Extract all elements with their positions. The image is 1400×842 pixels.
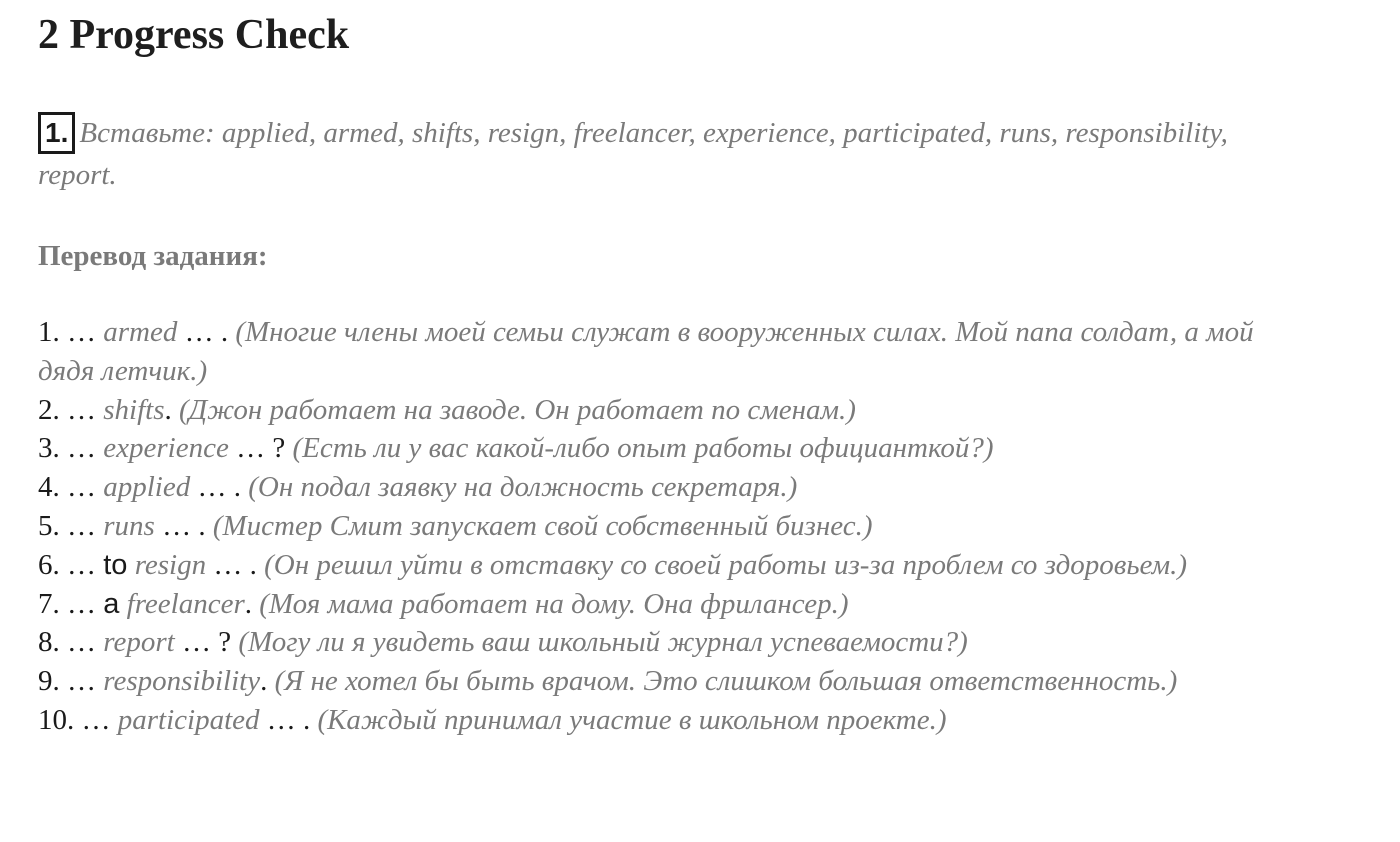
answer-word: freelancer — [126, 587, 245, 620]
answer-number: 4. — [38, 471, 60, 504]
answer-word: report — [103, 626, 175, 659]
answer-word: responsibility — [103, 665, 261, 698]
answer-tail: … . — [177, 316, 229, 348]
page-title: 2 Progress Check — [38, 12, 350, 58]
answer-word: runs — [103, 509, 155, 542]
answer-tail: . — [164, 393, 172, 426]
answer-item — [38, 391, 1288, 430]
answer-item — [38, 585, 1288, 624]
task-instruction: Вставьте: applied, armed, shifts, resign, freelancer, experience, participated, runs, responsibility, report. — [38, 117, 1228, 191]
task-instruction-block — [38, 112, 1288, 196]
answer-number: 3. — [38, 432, 60, 465]
answer-number: 6. — [38, 548, 60, 581]
answer-translation: (Многие члены моей семьи служат в вооруженных силах. Мой папа солдат, а мой дядя летчик.) — [38, 316, 1254, 387]
answer-item — [38, 662, 1288, 701]
answer-tail: … . — [190, 471, 241, 504]
answer-word: participated — [117, 703, 260, 736]
answer-ellipsis: … — [81, 703, 111, 736]
answer-translation: (Мистер Смит запускает свой собственный бизнес.) — [212, 509, 873, 542]
answer-number: 1. — [38, 316, 60, 348]
answer-word: experience — [103, 432, 229, 465]
answer-item — [38, 701, 1288, 740]
answer-word: shifts — [103, 393, 165, 426]
answer-tail: . — [260, 665, 268, 698]
answer-item — [38, 468, 1288, 507]
answers-list — [38, 313, 1288, 740]
answer-ellipsis: … — [67, 432, 96, 465]
answer-ellipsis: … — [67, 471, 96, 504]
answer-translation: (Джон работает на заводе. Он работает по сменам.) — [179, 393, 856, 426]
answer-tail: . — [244, 587, 252, 620]
answer-item — [38, 507, 1288, 546]
answer-ellipsis: … — [67, 509, 96, 542]
answer-number: 8. — [38, 626, 60, 659]
answer-ellipsis: … — [67, 316, 96, 348]
answer-word: applied — [103, 471, 191, 504]
answer-translation: (Он подал заявку на должность секретаря.) — [248, 471, 798, 504]
answer-translation: (Он решил уйти в отставку со своей работы из-за проблем со здоровьем.) — [264, 548, 1188, 581]
answer-ellipsis: … — [67, 393, 96, 426]
answer-word: resign — [134, 548, 207, 581]
answer-ellipsis: … — [67, 665, 96, 698]
answer-item — [38, 546, 1288, 585]
answer-ellipsis: … — [67, 626, 96, 659]
answer-number: 2. — [38, 393, 60, 426]
answer-item — [38, 313, 1288, 391]
answer-translation: (Каждый принимал участие в школьном проекте.) — [317, 703, 947, 736]
answer-tail: … ? — [228, 432, 286, 465]
answer-number: 10. — [38, 703, 75, 736]
answer-translation: (Я не хотел бы быть врачом. Это слишком большая ответственность.) — [274, 665, 1178, 698]
answer-tail: … . — [259, 703, 311, 736]
answer-tail: … . — [154, 509, 206, 542]
answer-ellipsis: … — [67, 587, 96, 620]
answer-number: 7. — [38, 587, 60, 620]
answer-ellipsis: … — [67, 548, 96, 581]
translation-heading: Перевод задания: — [38, 240, 268, 272]
answer-word: armed — [103, 316, 178, 348]
answer-tail: … ? — [174, 626, 232, 659]
answer-translation: (Есть ли у вас какой-либо опыт работы официанткой?) — [292, 432, 994, 465]
answer-tail: … . — [206, 548, 257, 581]
answer-translation: (Могу ли я увидеть ваш школьный журнал успеваемости?) — [238, 626, 968, 659]
answer-item — [38, 429, 1288, 468]
answer-article: to — [103, 548, 128, 581]
answer-item — [38, 623, 1288, 662]
answer-number: 5. — [38, 509, 60, 542]
task-number-badge: 1. — [38, 112, 75, 154]
answer-number: 9. — [38, 665, 60, 698]
answer-translation: (Моя мама работает на дому. Она фрилансер.) — [259, 587, 849, 620]
answer-article: a — [103, 587, 120, 620]
